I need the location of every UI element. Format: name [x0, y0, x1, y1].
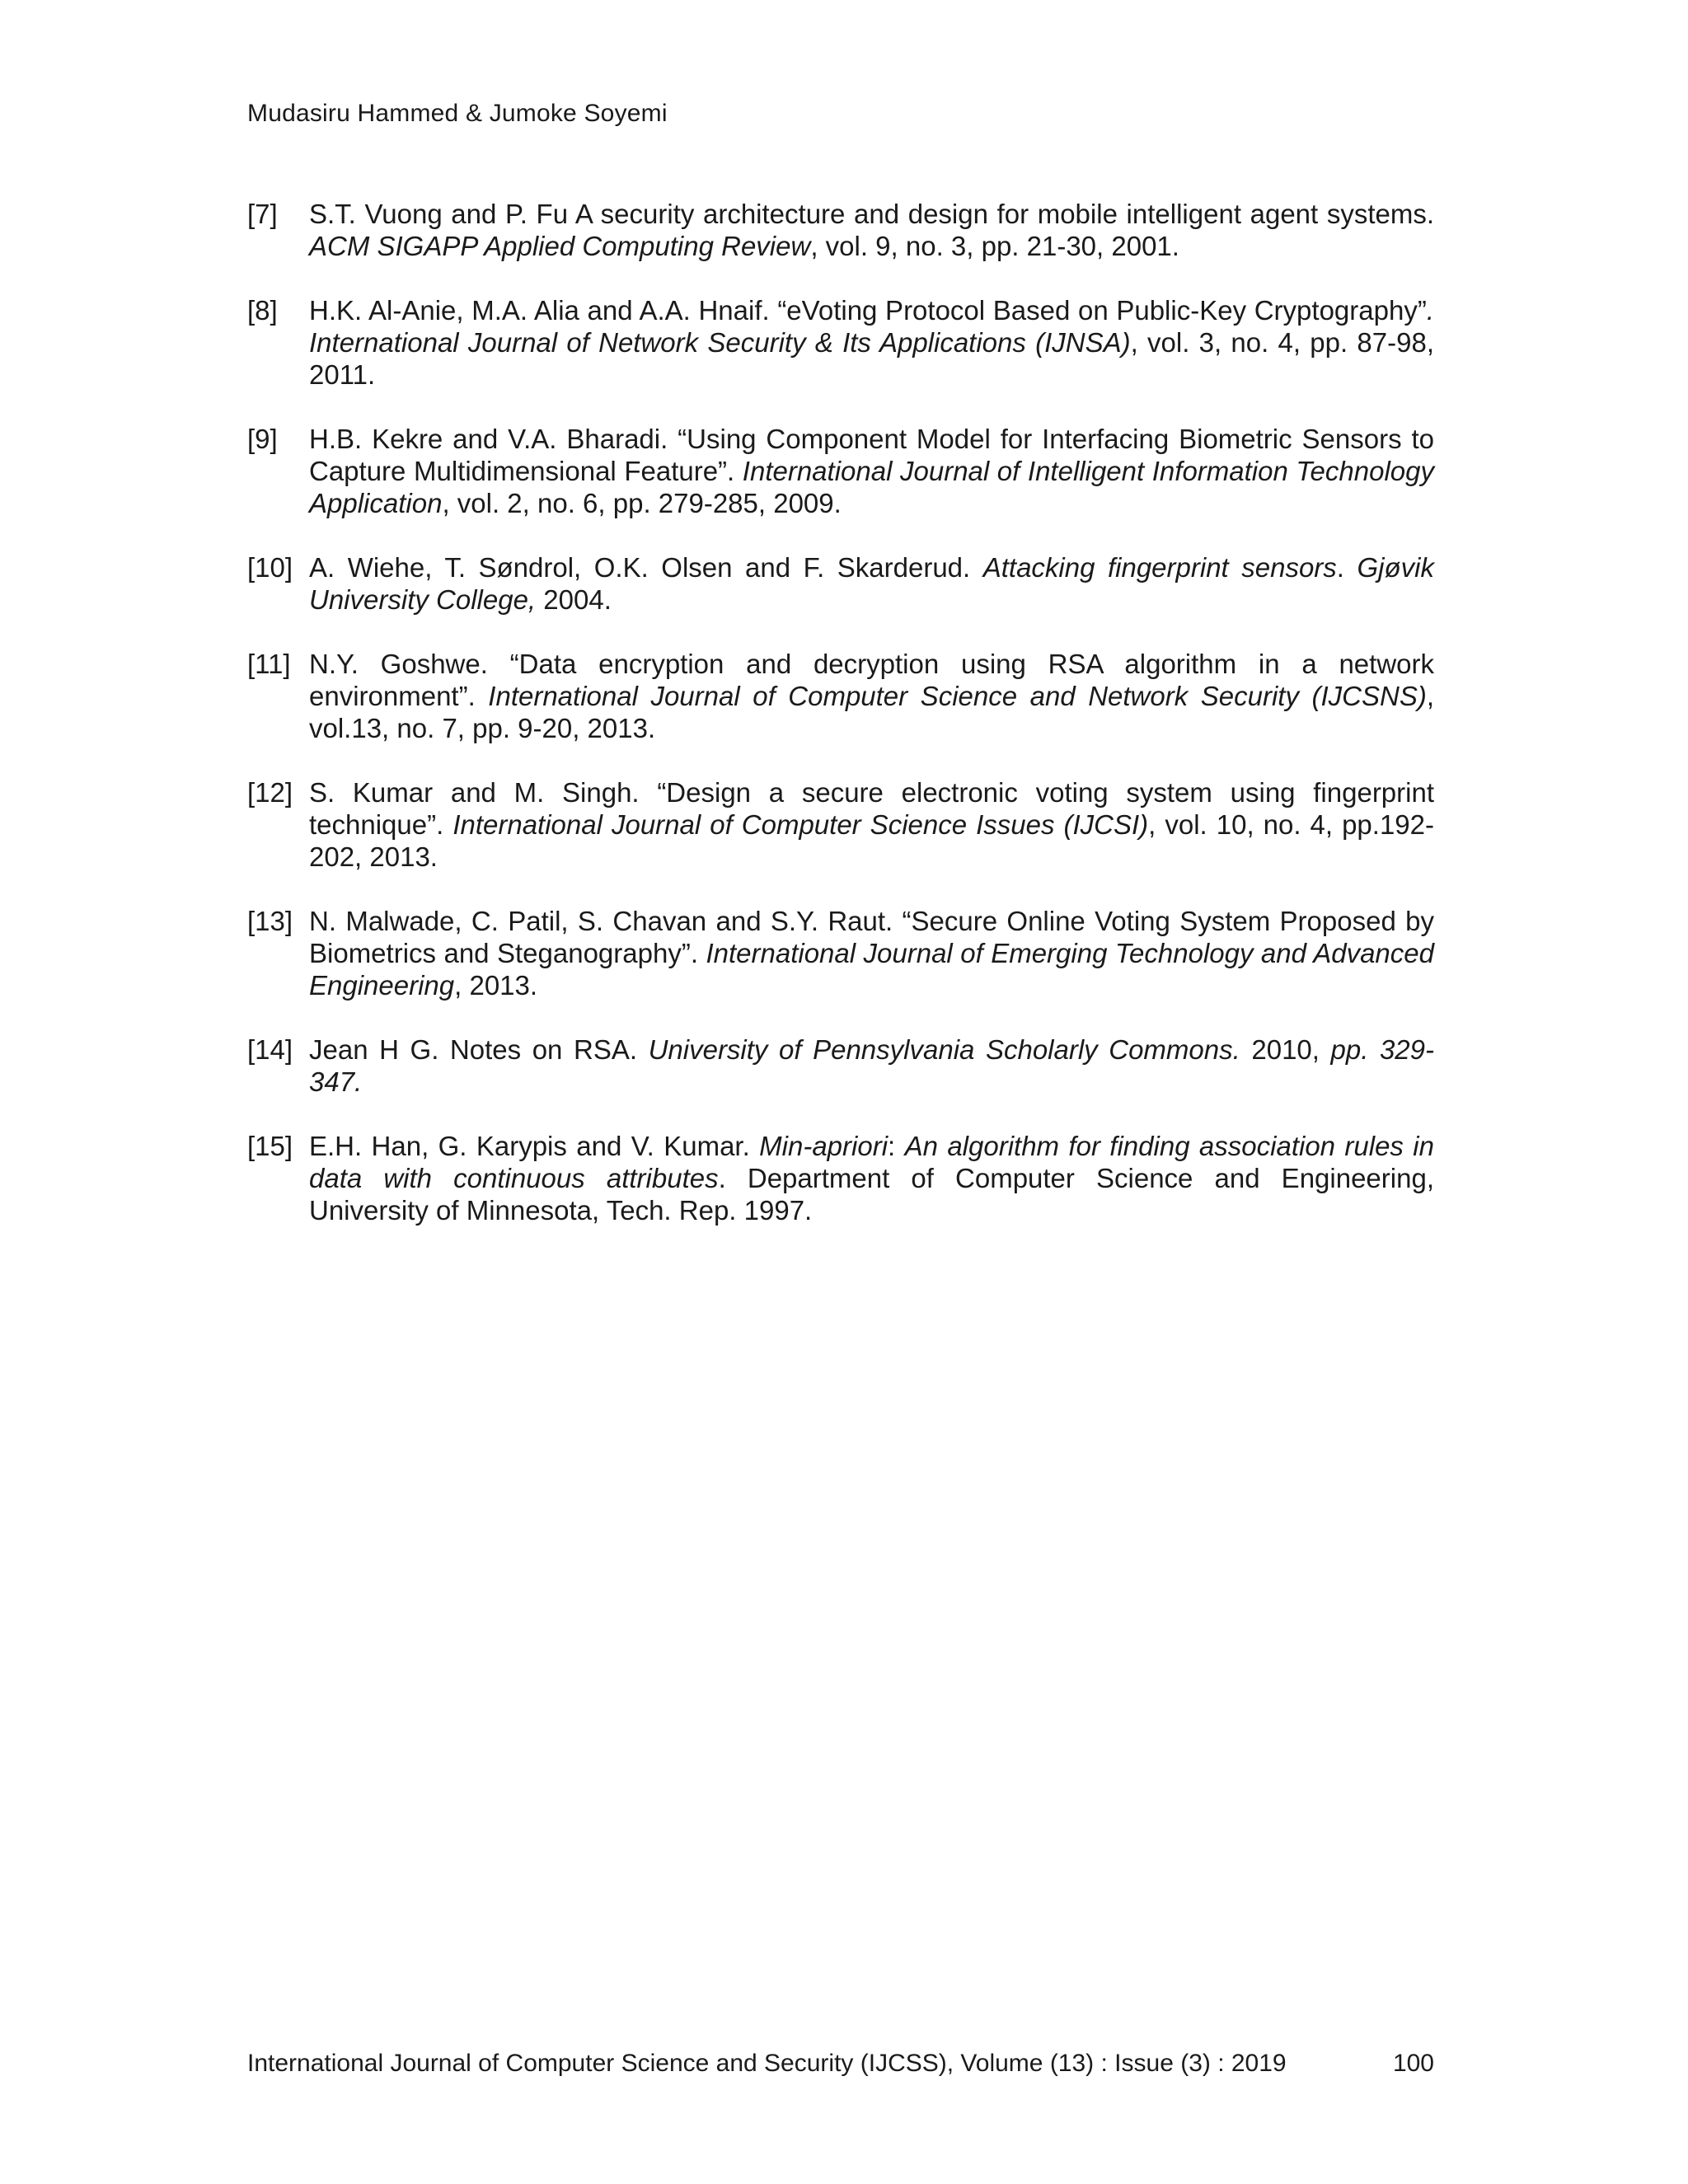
- reference-number: [7]: [247, 199, 278, 229]
- reference-italic-segment: pp. 329-347.: [309, 1034, 1435, 1097]
- reference-segment: , vol. 3, no. 4, pp. 87-98, 2011.: [309, 327, 1434, 390]
- reference-segment: , vol. 9, no. 3, pp. 21-30, 2001.: [810, 231, 1179, 261]
- reference-number: [11]: [247, 649, 291, 679]
- reference-segment: N.Y. Goshwe. “Data encryption and decryption using RSA algorithm in a network environment”.: [309, 649, 1434, 711]
- reference-text: [309, 423, 1434, 519]
- reference-number: [10]: [247, 552, 293, 583]
- reference-number: [12]: [247, 777, 293, 808]
- reference-text: [309, 551, 1434, 616]
- footer-journal-citation: International Journal of Computer Science and Security (IJCSS), Volume (13) : Issue (3) : 2019: [247, 2050, 1287, 2077]
- reference-text: [309, 1033, 1434, 1098]
- reference-segment: , vol. 10, no. 4, pp.192-202, 2013.: [309, 809, 1435, 872]
- reference-segment: S.T. Vuong and P. Fu A security architecture and design for mobile intelligent agent systems.: [309, 199, 1434, 229]
- reference-segment: . Department of Computer Science and Engineering, University of Minnesota, Tech. Rep. 1997.: [309, 1163, 1434, 1226]
- reference-italic-segment: . International Journal of Network Security & Its Applications (IJNSA): [309, 295, 1434, 358]
- reference-italic-segment: Min-apriori: [759, 1131, 889, 1161]
- reference-entry: [247, 1130, 1434, 1226]
- reference-text: [309, 198, 1434, 262]
- reference-italic-segment: International Journal of Emerging Technology and Advanced Engineering: [309, 938, 1434, 1001]
- reference-text: [309, 294, 1434, 391]
- reference-segment: 2010,: [1240, 1034, 1331, 1065]
- reference-text: [309, 905, 1434, 1001]
- reference-italic-segment: International Journal of Computer Science and Network Security (IJCSNS): [488, 681, 1427, 711]
- reference-segment: A. Wiehe, T. Søndrol, O.K. Olsen and F. Skarderud.: [309, 552, 983, 583]
- reference-entry: [247, 776, 1434, 873]
- reference-italic-segment: Attacking fingerprint sensors: [982, 552, 1337, 583]
- reference-number: [13]: [247, 906, 293, 936]
- reference-segment: H.K. Al-Anie, M.A. Alia and A.A. Hnaif. “eVoting Protocol Based on Public-Key Cryptography”: [309, 295, 1427, 326]
- reference-italic-segment: ACM SIGAPP Applied Computing Review: [309, 231, 811, 261]
- reference-number: [9]: [247, 424, 278, 454]
- reference-entry: [247, 648, 1434, 744]
- running-header-authors: Mudasiru Hammed & Jumoke Soyemi: [247, 100, 668, 127]
- reference-entry: [247, 294, 1434, 391]
- reference-segment: H.B. Kekre and V.A. Bharadi. “Using Component Model for Interfacing Biometric Sensors to Capture Multidimensional Feature”.: [309, 424, 1434, 486]
- page-number: 100: [1392, 2050, 1434, 2077]
- reference-segment: , vol.13, no. 7, pp. 9-20, 2013.: [309, 681, 1434, 743]
- reference-segment: , 2013.: [454, 970, 538, 1001]
- reference-italic-segment: University of Pennsylvania Scholarly Commons.: [648, 1034, 1240, 1065]
- reference-segment: :: [888, 1131, 905, 1161]
- reference-text: [309, 776, 1434, 873]
- reference-segment: N. Malwade, C. Patil, S. Chavan and S.Y. Raut. “Secure Online Voting System Proposed by Biometrics and Steganography”.: [309, 906, 1434, 968]
- reference-segment: 2004.: [536, 584, 612, 615]
- reference-list: [247, 198, 1434, 1258]
- reference-italic-segment: International Journal of Computer Science Issues (IJCSI): [452, 809, 1149, 840]
- reference-italic-segment: International Journal of Intelligent Information Technology Application: [309, 456, 1434, 518]
- reference-italic-segment: Gjøvik University College,: [309, 552, 1434, 615]
- reference-segment: .: [1336, 552, 1357, 583]
- reference-text: [309, 648, 1434, 744]
- reference-segment: Jean H G. Notes on RSA.: [309, 1034, 649, 1065]
- reference-italic-segment: An algorithm for finding association rules in data with continuous attributes: [309, 1131, 1434, 1193]
- reference-entry: [247, 551, 1434, 616]
- reference-entry: [247, 1033, 1434, 1098]
- reference-number: [14]: [247, 1034, 293, 1065]
- reference-entry: [247, 423, 1434, 519]
- reference-number: [15]: [247, 1131, 293, 1161]
- reference-entry: [247, 905, 1434, 1001]
- reference-segment: S. Kumar and M. Singh. “Design a secure electronic voting system using fingerprint technique”.: [309, 777, 1434, 840]
- reference-number: [8]: [247, 295, 278, 326]
- reference-segment: , vol. 2, no. 6, pp. 279-285, 2009.: [442, 488, 842, 518]
- reference-segment: E.H. Han, G. Karypis and V. Kumar.: [309, 1131, 760, 1161]
- reference-text: [309, 1130, 1434, 1226]
- reference-entry: [247, 198, 1434, 262]
